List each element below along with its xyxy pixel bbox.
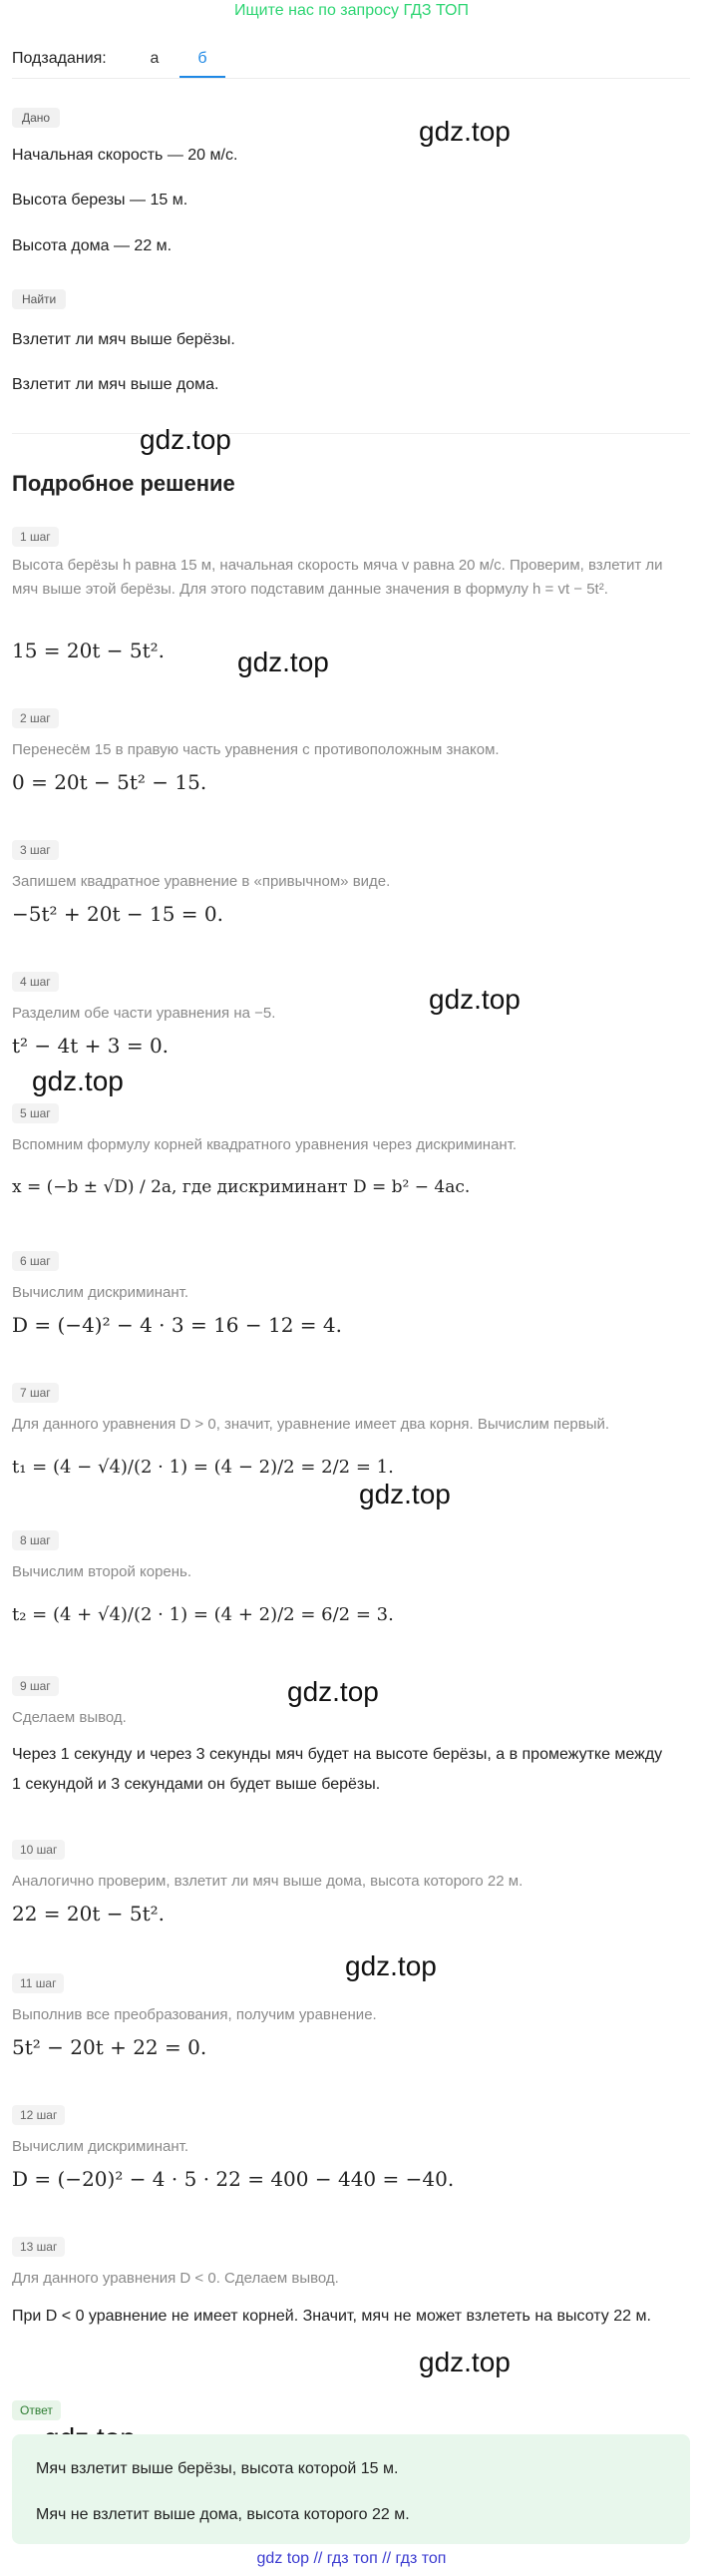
answer-line-house: Мяч не взлетит выше дома, высота которого 22 м.: [36, 2506, 410, 2523]
step-text: Сделаем вывод.: [12, 1709, 127, 1726]
find-line-tree: Взлетит ли мяч выше берёзы.: [12, 331, 235, 348]
step-chip: 12 шаг: [12, 2105, 65, 2125]
tabs-divider: [12, 78, 690, 79]
step-text: Разделим обе части уравнения на −5.: [12, 1005, 276, 1022]
step-math: 22 = 20t − 5t².: [12, 1902, 166, 1926]
given-line-tree: Высота березы — 15 м.: [12, 192, 188, 209]
step-text: Для данного уравнения D > 0, значит, уравнение имеет два корня. Вычислим первый.: [12, 1416, 610, 1433]
step-text: Для данного уравнения D < 0. Сделаем вывод.: [12, 2270, 339, 2287]
given-line-house: Высота дома — 22 м.: [12, 237, 173, 254]
step-math: −5t² + 20t − 15 = 0.: [12, 902, 223, 926]
search-banner[interactable]: Ищите нас по запросу ГДЗ ТОП: [234, 2, 469, 19]
solution-heading: Подробное решение: [12, 471, 235, 496]
footer-links[interactable]: gdz top // гдз топ // гдз топ: [256, 2550, 447, 2567]
step-chip: 2 шаг: [12, 708, 59, 728]
subtasks-label: Подзадания:: [12, 50, 107, 67]
tab-a[interactable]: а: [150, 50, 160, 67]
step-math: 0 = 20t − 5t² − 15.: [12, 770, 207, 794]
step-math: D = (−20)² − 4 · 5 · 22 = 400 − 440 = −40.: [12, 2167, 455, 2191]
step-text: Выполнив все преобразования, получим уравнение.: [12, 2006, 377, 2023]
step-text: Аналогично проверим, взлетит ли мяч выше дома, высота которого 22 м.: [12, 1873, 524, 1890]
step-text: Вспомним формулу корней квадратного уравнения через дискриминант.: [12, 1136, 518, 1153]
step-chip: 10 шаг: [12, 1840, 65, 1860]
watermark: gdz.top: [287, 1676, 379, 1707]
step-chip: 11 шаг: [12, 1973, 64, 1993]
step-chip: 8 шаг: [12, 1530, 59, 1550]
answer-box: [12, 2434, 690, 2544]
given-chip: Дано: [12, 108, 60, 128]
step-chip: 6 шаг: [12, 1251, 59, 1271]
watermark: gdz.top: [345, 1950, 437, 1981]
step-chip: 5 шаг: [12, 1103, 59, 1123]
step-chip: 1 шаг: [12, 527, 59, 547]
step-chip: 3 шаг: [12, 840, 59, 860]
answer-chip: Ответ: [12, 2400, 61, 2420]
given-line-speed: Начальная скорость — 20 м/с.: [12, 147, 238, 164]
step-math: x = (−b ± √D) / 2a, где дискриминант D = b² − 4ac.: [12, 1177, 471, 1197]
step-text: Высота берёзы h равна 15 м, начальная скорость мяча v равна 20 м/с. Проверим, взлетит ли мяч выше этой берёзы. Для этого подставим данные значения в формулу h = vt − 5t².: [12, 557, 663, 598]
step-conclusion: При D < 0 уравнение не имеет корней. Значит, мяч не может взлететь на высоту 22 м.: [12, 2308, 651, 2325]
step-chip: 4 шаг: [12, 972, 59, 992]
tab-b[interactable]: б: [197, 50, 207, 67]
step-chip: 7 шаг: [12, 1383, 59, 1403]
find-chip: Найти: [12, 289, 66, 309]
step-text: Вычислим дискриминант.: [12, 2138, 188, 2155]
watermark: gdz.top: [359, 1479, 451, 1509]
step-text: Вычислим дискриминант.: [12, 1284, 188, 1301]
watermark: gdz.top: [419, 116, 511, 147]
step-text: Запишем квадратное уравнение в «привычном» виде.: [12, 873, 391, 890]
watermark: gdz.top: [32, 1066, 124, 1096]
watermark: gdz.top: [237, 646, 329, 677]
section-divider: [12, 433, 690, 434]
find-line-house: Взлетит ли мяч выше дома.: [12, 376, 219, 393]
step-math: t₁ = (4 − √4)/(2 · 1) = (4 − 2)/2 = 2/2 = 1.: [12, 1457, 394, 1478]
step-math: 5t² − 20t + 22 = 0.: [12, 2035, 207, 2059]
step-chip: 13 шаг: [12, 2237, 65, 2257]
step-math: t² − 4t + 3 = 0.: [12, 1034, 170, 1058]
step-math: 15 = 20t − 5t².: [12, 639, 166, 662]
step-math: t₂ = (4 + √4)/(2 · 1) = (4 + 2)/2 = 6/2 = 3.: [12, 1604, 394, 1625]
step-math: D = (−4)² − 4 · 3 = 16 − 12 = 4.: [12, 1313, 343, 1337]
step-text: Перенесём 15 в правую часть уравнения с противоположным знаком.: [12, 741, 500, 758]
watermark: gdz.top: [140, 424, 231, 455]
watermark: gdz.top: [419, 2347, 511, 2377]
watermark: gdz.top: [429, 984, 521, 1015]
answer-line-tree: Мяч взлетит выше берёзы, высота которой 15 м.: [36, 2460, 399, 2477]
step-conclusion: Через 1 секунду и через 3 секунды мяч будет на высоте берёзы, а в промежутке между 1 секундой и 3 секундами он будет выше берёзы.: [12, 1746, 663, 1793]
step-chip: 9 шаг: [12, 1676, 59, 1696]
step-text: Вычислим второй корень.: [12, 1563, 192, 1580]
